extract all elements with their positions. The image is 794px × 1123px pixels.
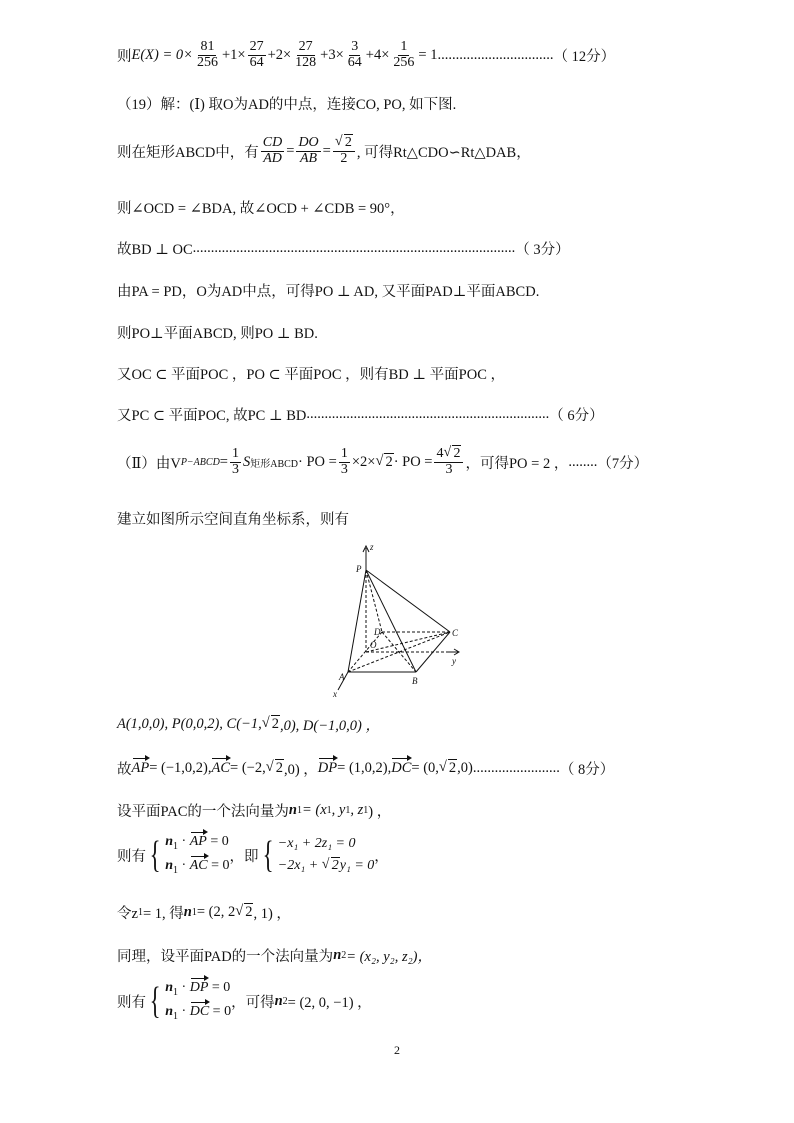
text: 由PA = PD，O为AD中点，可得PO ⊥ AD, 又平面PAD⊥平面ABCD. [117,284,540,300]
score-12: （ 12分） [553,48,616,65]
numerator: 81 [200,39,215,54]
text: = 0 [206,834,229,849]
term-op: +2× [267,46,292,63]
numerator: DO [298,135,319,150]
text: ×2× [351,453,376,470]
denominator: 256 [393,54,415,70]
equation-system [259,836,375,874]
vector-dp: DP [317,760,338,776]
normal-vector-1-line [117,800,391,821]
numerator: 1 [340,446,348,461]
vector-dp: DP [189,980,209,995]
sqrt-sign [375,454,393,471]
text: 又OC ⊂ 平面POC ，PO ⊂ 平面POC ，则有BD ⊥ 平面POC ， [117,367,506,383]
text: · PO = [298,453,337,470]
system-row [165,1004,231,1022]
po-perp-line [117,322,318,343]
left-brace: { [262,834,274,876]
denominator: 64 [347,54,362,70]
rectangle-ratio-line [117,136,531,166]
numerator: 27 [298,39,313,54]
left-brace: { [149,980,161,1022]
result: = 1. [418,46,442,63]
text: = (x₂, y₂, z₂)， [346,949,432,965]
text: = (x [301,802,327,818]
oc-subset-line [117,363,505,384]
denominator: 3 [445,461,453,477]
subscript: 1 [296,805,302,816]
label-d: D [374,627,381,637]
system-row [278,858,375,874]
subscript: 2 [341,950,347,961]
numerator: 1 [400,39,408,54]
edge-pa [348,570,366,672]
score-6: （ 6分） [549,408,604,424]
fraction-27-128 [293,40,318,70]
sqrt-sign [266,760,284,777]
sqrt-sign [439,760,457,777]
label-z: z [370,542,374,552]
angle-text: 则∠OCD = ∠BDA, 故∠OCD + ∠CDB = 90°， [117,201,405,217]
normal-n: n [165,980,174,995]
normal-n: n [183,904,192,920]
normal-n: n [288,802,297,818]
text: 建立如图所示空间直角坐标系，则有 [117,512,349,528]
dot: · [178,834,190,849]
dot: · [178,1004,190,1019]
vector-dc: DC [391,760,412,776]
label-c: C [452,628,459,638]
label-o: O [370,640,377,650]
label-a: A [339,672,345,682]
denominator: 64 [249,54,264,70]
edge-pb [366,570,416,672]
dot: · [178,858,190,873]
system-2-line [117,980,372,1022]
fraction-1-3 [339,447,350,477]
numerator: 1 [231,446,239,461]
fraction-27-64 [248,40,266,70]
pa-pd-line [117,280,539,301]
text: −2x₁ + [277,858,322,873]
denominator: AD [263,150,282,166]
denominator: 128 [295,54,317,70]
text: ，即 [229,848,259,865]
subscript: 1 [173,987,179,998]
text: 同理，设平面PAD的一个法向量为 [117,949,334,965]
fraction-81-256 [195,40,220,70]
solution-19-header [117,93,456,114]
left-brace: { [149,834,161,876]
normal-vector-2-line [117,945,432,966]
text: = (2, 0, −1) ， [287,994,372,1011]
coordinate-system-line [117,508,349,529]
text: 设平面PAC的一个法向量为 [117,804,289,820]
fraction-sqrt2-2 [333,136,355,166]
edge-pd [366,570,382,632]
radicand: 2 [344,135,352,150]
sqrt-sign [322,858,340,874]
text: · PO = [393,453,433,470]
vector-ac: AC [211,760,231,776]
subscript: P−ABCD [180,456,220,468]
text: ,0) [457,760,473,776]
fraction-1-256 [391,40,416,70]
fraction-1-3 [230,447,241,477]
score-8: （ 8分） [559,762,615,778]
dot: · [178,980,190,995]
denominator: AB [300,150,318,166]
denominator: 256 [196,54,218,70]
sqrt-sign [262,716,280,733]
text: , 1) ， [253,906,291,922]
equation-system [146,980,231,1022]
text: ，可得PO = 2 ， [465,455,569,472]
subscript: 矩形ABCD [250,458,299,470]
page-number: 2 [394,1043,400,1057]
system-row [165,834,229,852]
subscript: 1 [173,865,179,876]
denominator: 3 [340,461,348,477]
text: = 0 [207,858,230,873]
text: = (−2, [230,760,266,776]
numerator: 3 [351,39,359,54]
normal-n: n [274,992,283,1009]
subscript: 1 [326,805,332,816]
vector-ap: AP [189,834,207,849]
text: ,0) ， [283,762,318,778]
fraction-3-64 [346,40,364,70]
subscript: 1 [363,805,369,816]
let-z1-line [117,902,291,923]
text: = 0 [208,980,231,995]
pc-perp-bd-line [117,404,604,425]
fraction-cd-ad [261,136,284,166]
text: , y [331,802,346,818]
system-row [165,980,231,998]
text: 则有 [117,848,146,865]
equals: = [286,142,295,159]
system-row [165,858,229,876]
radicand: 2 [448,760,457,776]
normal-n: n [165,1004,174,1019]
denominator: 3 [231,461,239,477]
text: = 1, 得 [142,906,184,922]
radicand: 2 [331,858,339,873]
text: , 可得Rt△CDO∽Rt△DAB， [356,144,531,161]
leader-dots: ............................... [441,46,554,63]
solution-19-text: （19）解：(Ⅰ) 取O为AD的中点，连接CO, PO, 如下图. [117,97,457,113]
volume-line [117,447,648,477]
subscript: 2 [282,995,288,1007]
text: 故BD ⊥ OC [117,242,193,258]
text-ze: 则 [117,48,132,65]
text: ,0), D(−1,0,0) ， [279,718,380,734]
label-b: B [412,676,418,686]
score-3: （ 3分） [515,242,570,258]
subscript: 1 [173,841,179,852]
leader-dots: ........ [568,453,598,470]
text: = (1,0,2), [337,760,392,776]
text: , z [350,802,364,818]
normal-n: n [165,858,174,873]
text: ，可得 [231,994,275,1011]
leader-dots: ................................................................... [306,406,550,422]
subscript: 1 [173,1011,179,1022]
radicand: 2 [385,453,393,470]
expectation-lhs: E(X) = 0× [131,46,193,63]
text: 则PO⊥平面ABCD, 则PO ⊥ BD. [117,326,318,342]
leader-dots: ......................................................................................... [192,240,516,256]
equals: = [219,453,228,470]
label-p: P [356,564,362,574]
text: ， [374,848,389,865]
radicand: 2 [453,446,461,461]
score-7: （7分） [597,455,649,472]
normal-n: n [333,947,342,963]
normal-n: n [165,834,174,849]
text: 则在矩形ABCD中，有 [117,144,259,161]
sqrt-sign [443,447,461,462]
term-op: +1× [221,46,246,63]
fraction-4sqrt2-3 [434,447,463,477]
angle-line [117,197,405,218]
system-row: −x₁ + 2z₁ = 0 [277,836,356,851]
bd-perp-oc-line [117,238,570,259]
term-op: +3× [320,46,344,63]
text: = 0 [209,1004,232,1019]
numerator: CD [262,135,283,150]
system-1-line [117,834,389,876]
denominator: 2 [340,150,348,166]
sqrt-sign [335,136,353,151]
text: 则有 [117,994,146,1011]
subscript: 1 [137,907,143,918]
fraction-do-ab [296,136,320,166]
coordinates-line [117,714,380,735]
text: = (2, 2 [196,904,236,920]
label-x: x [333,689,337,699]
text: 令z [117,906,138,922]
numerator-coef: 4 [436,446,444,461]
leader-dots: ........................ [472,760,560,776]
radicand: 2 [271,716,279,732]
equals: = [322,142,331,159]
radicand: 2 [245,904,253,920]
numerator: 27 [249,39,264,54]
vector-dc: DC [189,1004,210,1019]
text: ) ， [368,804,392,820]
text: = (0, [411,760,439,776]
pyramid-figure [330,540,480,700]
text: 故 [117,762,132,778]
vector-ap: AP [131,760,150,776]
subscript: 1 [345,805,351,816]
text: （Ⅱ）由V [117,455,181,472]
text: 又PC ⊂ 平面POC, 故PC ⊥ BD [117,408,307,424]
label-y: y [452,656,456,666]
area-symbol: S [242,453,251,470]
expectation-line [117,40,615,70]
vectors-line [117,758,614,779]
vector-ac: AC [189,858,208,873]
equation-system [146,834,230,876]
sqrt-sign [235,904,253,921]
subscript: 1 [191,907,197,918]
text: = (−1,0,2), [149,760,212,776]
edge-pc [366,570,450,632]
radicand: 2 [275,760,283,776]
term-op: +4× [365,46,390,63]
text: y₁ = 0 [339,858,375,873]
text: A(1,0,0), P(0,0,2), C(−1, [117,716,262,732]
